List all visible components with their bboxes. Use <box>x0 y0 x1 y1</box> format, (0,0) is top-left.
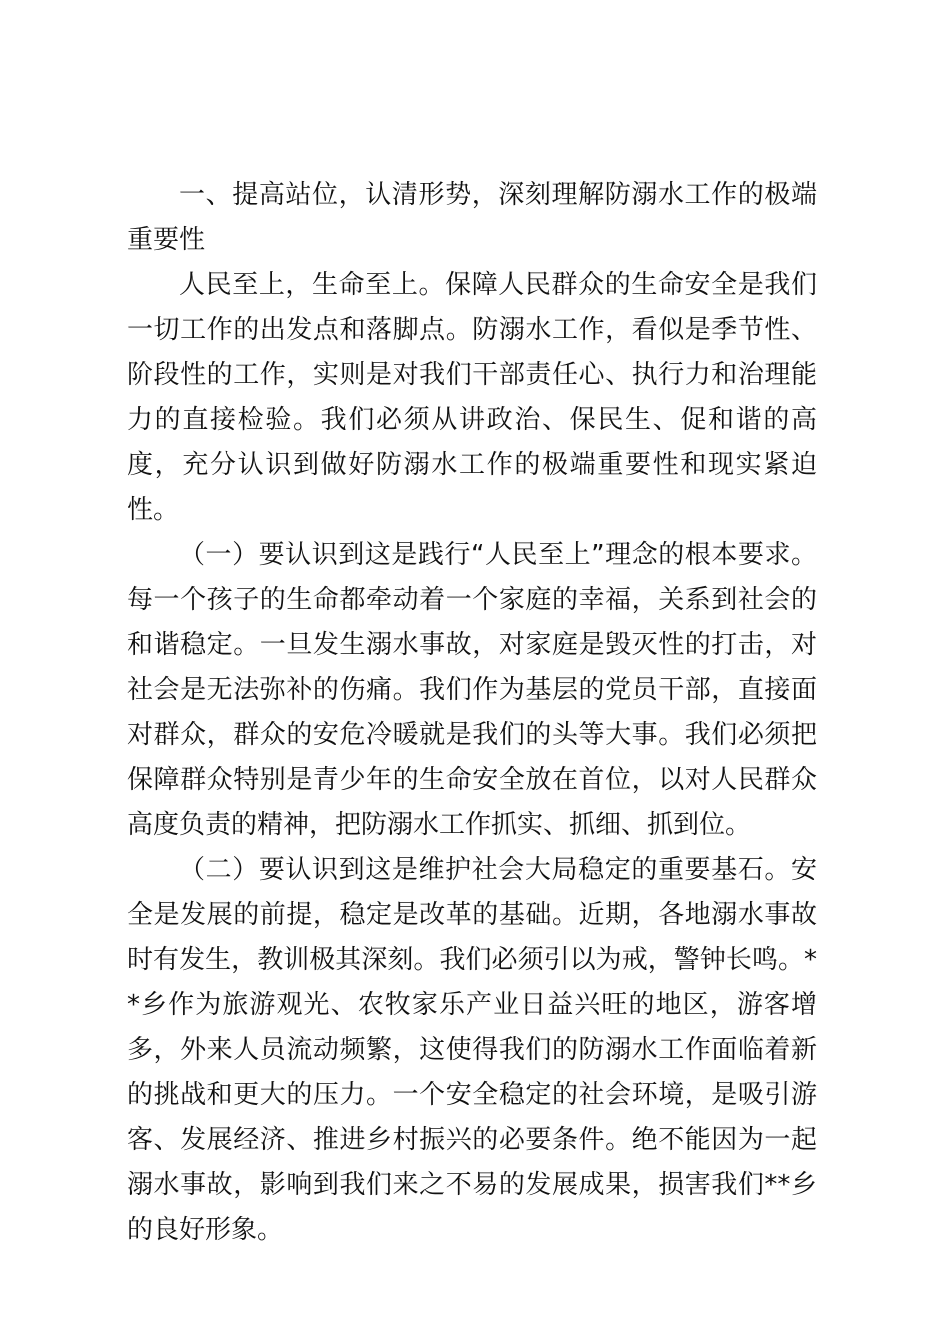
paragraph-point-one: （一）要认识到这是践行“人民至上”理念的根本要求。每一个孩子的生命都牵动着一个家庭的幸福，关系到社会的和谐稳定。一旦发生溺水事故，对家庭是毁灭性的打击，对社会是无法弥补的伤痛。我们作为基层的党员干部，直接面对群众，群众的安危冷暖就是我们的头等大事。我们必须把保障群众特别是青少年的生命安全放在首位，以对人民群众高度负责的精神，把防溺水工作抓实、抓细、抓到位。 <box>127 540 817 840</box>
section-heading: 一、提高站位，认清形势，深刻理解防溺水工作的极端重要性 <box>127 180 817 255</box>
paragraph-intro: 人民至上，生命至上。保障人民群众的生命安全是我们一切工作的出发点和落脚点。防溺水工作，看似是季节性、阶段性的工作，实则是对我们干部责任心、执行力和治理能力的直接检验。我们必须从讲政治、保民生、促和谐的高度，充分认识到做好防溺水工作的极端重要性和现实紧迫性。 <box>127 270 817 525</box>
paragraph-point-two: （二）要认识到这是维护社会大局稳定的重要基石。安全是发展的前提，稳定是改革的基础。近期，各地溺水事故时有发生，教训极其深刻。我们必须引以为戒，警钟长鸣。**乡作为旅游观光、农牧家乐产业日益兴旺的地区，游客增多，外来人员流动频繁，这使得我们的防溺水工作面临着新的挑战和更大的压力。一个安全稳定的社会环境，是吸引游客、发展经济、推进乡村振兴的必要条件。绝不能因为一起溺水事故，影响到我们来之不易的发展成果，损害我们**乡的良好形象。 <box>127 855 817 1245</box>
document-body <box>127 173 817 1253</box>
